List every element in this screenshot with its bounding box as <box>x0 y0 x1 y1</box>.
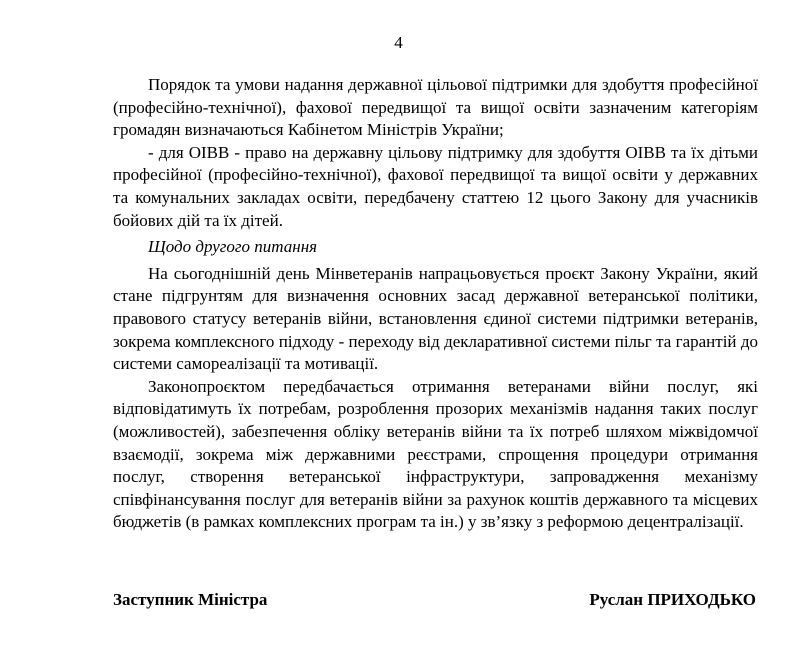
paragraph-oivv-right: - для ОІВВ - право на державну цільову підтримку для здобуття ОІВВ та їх дітьми професійної (професійно-технічної), фахової передвищої та вищої освіти у державних та комунальних закладах освіти, передбачену статтею 12 цього Закону для учасників бойових дій та їх дітей. <box>113 142 758 230</box>
section-subheading: Щодо другого питання <box>148 237 318 257</box>
signatory-position: Заступник Міністра <box>113 590 268 609</box>
paragraph-draft-law: На сьогоднішній день Мінветеранів напрацьовується проєкт Закону України, який стане підгрунтям для визначення основних засад державної ветеранської політики, правового статусу ветеранів війни, встановлення єдиної системи підтримки ветеранів, зокрема комплексного підходу - переходу від декларативної системи пільг та гарантій до системи самореалізації та мотивації. <box>113 263 758 374</box>
signature-block <box>113 589 756 611</box>
paragraph-education-support: Порядок та умови надання державної цільової підтримки для здобуття професійної (професійно-технічної), фахової передвищої та вищої освіти зазначеним категоріям громадян визначаються Кабінетом Міністрів України; <box>113 75 758 140</box>
paragraph-law-provisions: Законопроєктом передбачається отримання ветеранами війни послуг, які відповідатимуть їх потребам, розроблення прозорих механізмів надання таких послуг (можливостей), забезпечення обліку ветеранів війни та їх потреб шляхом міжвідомчої взаємодії, зокрема між державними реєстрами, спрощення процедури отримання послуг, створення ветеранської інфраструктури, запровадження механізму співфінансування послуг для ветеранів війни за рахунок коштів державного та місцевих бюджетів (в рамках комплексних програм та ін.) у зв’язку з реформою децентралізації. <box>113 376 758 532</box>
page-number: 4 <box>394 33 403 52</box>
signatory-name: Руслан ПРИХОДЬКО <box>589 590 756 609</box>
document-body <box>113 74 758 534</box>
